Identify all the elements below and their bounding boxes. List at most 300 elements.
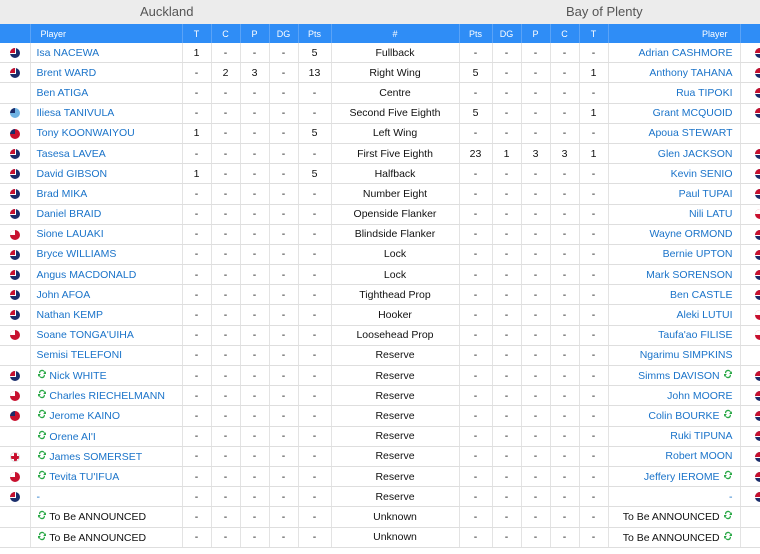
home-penalties-cell: - [240, 305, 269, 325]
home-player-cell[interactable] [30, 265, 182, 285]
home-player-name[interactable]: Tasesa LAVEA [36, 147, 106, 160]
home-penalties-cell: - [240, 386, 269, 406]
position-cell: Reserve [331, 446, 459, 466]
home-penalties-cell: - [240, 527, 269, 547]
home-player-name[interactable]: Bryce WILLIAMS [36, 248, 117, 261]
away-player-cell[interactable] [608, 244, 740, 264]
away-player-cell[interactable] [608, 386, 740, 406]
home-player-cell[interactable] [30, 204, 182, 224]
country-flag-icon [755, 431, 760, 441]
country-flag-icon [755, 48, 760, 58]
away-points-cell: - [459, 345, 492, 365]
country-flag-icon [755, 149, 760, 159]
table-row [0, 204, 760, 224]
home-points-cell: 13 [298, 63, 331, 83]
home-conversions-cell: - [211, 143, 240, 163]
home-player-name[interactable]: Tony KOONWAIYOU [36, 127, 135, 140]
home-penalties-cell: - [240, 184, 269, 204]
home-player-cell [30, 507, 182, 527]
home-player-name[interactable]: Isa NACEWA [36, 46, 100, 59]
away-penalties-cell: - [521, 345, 550, 365]
home-player-cell[interactable] [30, 143, 182, 163]
away-player-name: To Be ANNOUNCED [622, 531, 720, 544]
country-flag-icon [755, 270, 760, 280]
home-player-name[interactable]: Brad MIKA [36, 187, 88, 200]
away-penalties-cell: - [521, 204, 550, 224]
away-tries-cell: - [579, 466, 608, 486]
away-points-cell: - [459, 204, 492, 224]
home-flag-cell [0, 527, 30, 547]
home-player-cell[interactable] [30, 244, 182, 264]
home-penalties-cell: - [240, 143, 269, 163]
home-player-name[interactable]: - [36, 490, 40, 503]
away-dropgoals-cell: - [492, 366, 521, 386]
home-player-name[interactable]: Ben ATIGA [36, 86, 89, 99]
home-dropgoals-cell: - [269, 103, 298, 123]
home-points-header: Pts [298, 24, 331, 43]
away-points-cell: - [459, 325, 492, 345]
home-player-cell[interactable] [30, 224, 182, 244]
away-player-cell[interactable] [608, 224, 740, 244]
position-cell: Centre [331, 83, 459, 103]
country-flag-icon [755, 391, 760, 401]
away-player-cell[interactable] [608, 143, 740, 163]
home-flag-cell [0, 184, 30, 204]
away-player-name[interactable]: Colin BOURKE [648, 410, 720, 423]
home-points-cell: - [298, 386, 331, 406]
home-dropgoals-cell: - [269, 285, 298, 305]
home-points-cell: - [298, 224, 331, 244]
table-row [0, 83, 760, 103]
away-player-name[interactable]: Kevin SENIO [670, 167, 733, 180]
home-flag-cell [0, 43, 30, 63]
home-dropgoals-cell: - [269, 123, 298, 143]
home-penalties-cell: 3 [240, 63, 269, 83]
home-tries-header: T [182, 24, 211, 43]
table-row [0, 305, 760, 325]
away-conversions-cell: - [550, 265, 579, 285]
home-player-name[interactable]: James SOMERSET [49, 450, 143, 463]
home-dropgoals-cell: - [269, 406, 298, 426]
home-penalties-cell: - [240, 487, 269, 507]
away-player-name[interactable]: Jeffery IEROME [643, 471, 720, 484]
substitution-icon [723, 370, 733, 382]
country-flag-icon [10, 230, 20, 240]
table-row [0, 406, 760, 426]
home-player-name[interactable]: Angus MACDONALD [36, 268, 137, 281]
country-flag-icon [755, 330, 760, 340]
away-player-cell[interactable] [608, 63, 740, 83]
home-player-name[interactable]: Orene AI'I [49, 430, 96, 443]
home-points-cell: - [298, 507, 331, 527]
home-points-cell: - [298, 426, 331, 446]
away-dropgoals-cell: - [492, 164, 521, 184]
substitution-icon [37, 431, 47, 443]
away-dropgoals-cell: - [492, 244, 521, 264]
home-flag-cell [0, 325, 30, 345]
home-player-name[interactable]: Soane TONGA'UIHA [36, 329, 134, 342]
away-dropgoals-cell: - [492, 285, 521, 305]
home-player-cell[interactable] [30, 63, 182, 83]
away-player-cell[interactable] [608, 43, 740, 63]
position-header: # [331, 24, 459, 43]
away-conversions-cell: - [550, 527, 579, 547]
away-dropgoals-cell: - [492, 386, 521, 406]
away-flag-cell [740, 143, 760, 163]
position-cell: Openside Flanker [331, 204, 459, 224]
away-player-cell[interactable] [608, 184, 740, 204]
home-flag-cell [0, 265, 30, 285]
away-dropgoals-cell: - [492, 63, 521, 83]
away-tries-cell: - [579, 487, 608, 507]
home-player-name[interactable]: Jerome KAINO [49, 410, 121, 423]
away-dropgoals-header: DG [492, 24, 521, 43]
away-flag-cell [740, 103, 760, 123]
away-player-cell[interactable] [608, 123, 740, 143]
away-conversions-cell: - [550, 345, 579, 365]
away-player-name: To Be ANNOUNCED [622, 511, 720, 524]
away-flag-cell [740, 527, 760, 547]
away-player-cell[interactable] [608, 466, 740, 486]
away-player-cell[interactable] [608, 345, 740, 365]
away-penalties-cell: - [521, 406, 550, 426]
away-conversions-cell: - [550, 487, 579, 507]
home-player-name[interactable]: Iliesa TANIVULA [36, 107, 115, 120]
country-flag-icon [10, 411, 20, 421]
home-player-cell[interactable] [30, 426, 182, 446]
away-flag-cell [740, 164, 760, 184]
away-tries-cell: - [579, 224, 608, 244]
home-dropgoals-cell: - [269, 366, 298, 386]
home-player-name[interactable]: Nathan KEMP [36, 309, 104, 322]
away-tries-cell: - [579, 184, 608, 204]
home-tries-cell: - [182, 184, 211, 204]
position-cell: Lock [331, 244, 459, 264]
away-tries-cell: - [579, 386, 608, 406]
home-player-cell[interactable] [30, 285, 182, 305]
home-flag-cell [0, 224, 30, 244]
table-row [0, 466, 760, 486]
away-penalties-cell: - [521, 265, 550, 285]
away-dropgoals-cell: - [492, 325, 521, 345]
away-penalties-cell: - [521, 507, 550, 527]
away-player-name[interactable]: Aleki LUTUI [676, 309, 733, 322]
home-conversions-cell: - [211, 83, 240, 103]
country-flag-icon [755, 230, 760, 240]
away-tries-cell: - [579, 244, 608, 264]
away-player-header: Player [608, 24, 740, 43]
away-player-name[interactable]: Robert MOON [665, 450, 733, 463]
away-points-cell: - [459, 43, 492, 63]
away-player-name[interactable]: Glen JACKSON [657, 147, 733, 160]
position-cell: Reserve [331, 366, 459, 386]
home-points-cell: - [298, 244, 331, 264]
home-tries-cell: 1 [182, 164, 211, 184]
away-tries-cell: - [579, 426, 608, 446]
home-dropgoals-cell: - [269, 265, 298, 285]
home-player-cell[interactable] [30, 43, 182, 63]
away-player-name[interactable]: - [729, 490, 733, 503]
away-conversions-cell: - [550, 406, 579, 426]
away-player-cell[interactable] [608, 204, 740, 224]
country-flag-icon [755, 492, 760, 502]
away-dropgoals-cell: - [492, 103, 521, 123]
country-flag-icon [755, 452, 760, 462]
position-cell: Halfback [331, 164, 459, 184]
home-player-cell[interactable] [30, 406, 182, 426]
home-player-cell[interactable] [30, 487, 182, 507]
away-penalties-header: P [521, 24, 550, 43]
away-flag-cell [740, 446, 760, 466]
away-points-cell: - [459, 164, 492, 184]
country-flag-icon [755, 108, 760, 118]
away-penalties-cell: - [521, 527, 550, 547]
away-flag-cell [740, 466, 760, 486]
away-penalties-cell: - [521, 123, 550, 143]
away-player-name[interactable]: Bernie UPTON [662, 248, 733, 261]
away-player-name[interactable]: John MOORE [667, 389, 733, 402]
home-flag-cell [0, 204, 30, 224]
away-player-cell[interactable] [608, 164, 740, 184]
away-flag-cell [740, 507, 760, 527]
away-player-cell[interactable] [608, 305, 740, 325]
home-flag-cell [0, 406, 30, 426]
away-tries-cell: 1 [579, 143, 608, 163]
away-points-cell: - [459, 366, 492, 386]
home-conversions-cell: - [211, 43, 240, 63]
away-dropgoals-cell: - [492, 123, 521, 143]
away-player-cell[interactable] [608, 285, 740, 305]
home-points-cell: - [298, 184, 331, 204]
home-player-name[interactable]: Tevita TU'IFUA [49, 471, 120, 484]
away-player-name[interactable]: Ben CASTLE [670, 288, 733, 301]
away-player-cell[interactable] [608, 487, 740, 507]
home-flag-cell [0, 164, 30, 184]
substitution-icon [37, 410, 47, 422]
country-flag-icon [10, 391, 20, 401]
substitution-icon [37, 451, 47, 463]
home-player-cell[interactable] [30, 103, 182, 123]
away-player-cell[interactable] [608, 265, 740, 285]
home-player-name[interactable]: Charles RIECHELMANN [49, 390, 165, 403]
away-tries-cell: - [579, 507, 608, 527]
home-tries-cell: - [182, 345, 211, 365]
away-tries-cell: - [579, 285, 608, 305]
country-flag-icon [755, 310, 760, 320]
home-tries-cell: - [182, 305, 211, 325]
country-flag-icon [10, 169, 20, 179]
country-flag-icon [10, 310, 20, 320]
away-flag-header [740, 24, 760, 43]
away-conversions-cell: - [550, 426, 579, 446]
substitution-icon [37, 532, 47, 544]
substitution-icon [37, 390, 47, 402]
away-flag-cell [740, 285, 760, 305]
home-player-name[interactable]: Semisi TELEFONI [36, 349, 123, 362]
away-points-cell: - [459, 184, 492, 204]
away-player-cell[interactable] [608, 366, 740, 386]
away-flag-cell [740, 305, 760, 325]
home-tries-cell: - [182, 426, 211, 446]
table-row [0, 63, 760, 83]
away-conversions-cell: - [550, 325, 579, 345]
away-tries-cell: - [579, 265, 608, 285]
home-team-name: Auckland [140, 4, 194, 19]
home-flag-cell [0, 366, 30, 386]
away-points-cell: - [459, 224, 492, 244]
home-conversions-cell: - [211, 184, 240, 204]
home-penalties-cell: - [240, 123, 269, 143]
home-penalties-cell: - [240, 466, 269, 486]
away-tries-cell: - [579, 527, 608, 547]
away-points-cell: 5 [459, 103, 492, 123]
away-flag-cell [740, 406, 760, 426]
away-points-cell: 5 [459, 63, 492, 83]
home-conversions-cell: - [211, 265, 240, 285]
home-tries-cell: - [182, 204, 211, 224]
away-penalties-cell: - [521, 325, 550, 345]
home-player-cell[interactable] [30, 345, 182, 365]
away-points-cell: - [459, 386, 492, 406]
home-penalties-cell: - [240, 164, 269, 184]
away-player-cell[interactable] [608, 446, 740, 466]
away-player-cell[interactable] [608, 325, 740, 345]
home-dropgoals-cell: - [269, 143, 298, 163]
away-tries-cell: - [579, 446, 608, 466]
home-player-cell[interactable] [30, 123, 182, 143]
home-dropgoals-cell: - [269, 386, 298, 406]
away-player-name[interactable]: Taufa'ao FILISE [658, 329, 733, 342]
home-points-cell: - [298, 487, 331, 507]
home-flag-cell [0, 123, 30, 143]
away-player-cell[interactable] [608, 426, 740, 446]
away-player-cell[interactable] [608, 103, 740, 123]
home-tries-cell: - [182, 224, 211, 244]
table-row [0, 164, 760, 184]
substitution-icon [723, 511, 733, 523]
home-player-cell[interactable] [30, 325, 182, 345]
home-conversions-cell: - [211, 285, 240, 305]
home-player-cell[interactable] [30, 305, 182, 325]
home-penalties-cell: - [240, 366, 269, 386]
home-dropgoals-cell: - [269, 244, 298, 264]
away-penalties-cell: - [521, 466, 550, 486]
away-player-name[interactable]: Mark SORENSON [646, 268, 733, 281]
away-player-name[interactable]: Apoua STEWART [648, 127, 733, 140]
position-cell: Reserve [331, 406, 459, 426]
home-player-cell[interactable] [30, 446, 182, 466]
away-player-name[interactable]: Ngarimu SIMPKINS [639, 349, 733, 362]
home-tries-cell: - [182, 325, 211, 345]
away-conversions-cell: - [550, 123, 579, 143]
away-player-name[interactable]: Nili LATU [688, 208, 733, 221]
away-dropgoals-cell: - [492, 466, 521, 486]
home-points-cell: 5 [298, 123, 331, 143]
away-penalties-cell: - [521, 366, 550, 386]
away-player-cell[interactable] [608, 83, 740, 103]
away-dropgoals-cell: - [492, 265, 521, 285]
home-player-name[interactable]: Nick WHITE [49, 370, 107, 383]
position-cell: Fullback [331, 43, 459, 63]
home-player-cell[interactable] [30, 164, 182, 184]
home-dropgoals-cell: - [269, 184, 298, 204]
country-flag-icon [10, 330, 20, 340]
away-flag-cell [740, 184, 760, 204]
home-tries-cell: - [182, 446, 211, 466]
away-player-name[interactable]: Simms DAVISON [638, 370, 720, 383]
home-flag-cell [0, 446, 30, 466]
home-player-name[interactable]: David GIBSON [36, 167, 108, 180]
home-conversions-cell: - [211, 164, 240, 184]
table-row [0, 143, 760, 163]
away-flag-cell [740, 83, 760, 103]
substitution-icon [37, 370, 47, 382]
country-flag-icon [10, 108, 20, 118]
home-player-name[interactable]: Sione LAUAKI [36, 228, 104, 241]
home-player-name[interactable]: Daniel BRAID [36, 208, 102, 221]
away-tries-cell: - [579, 164, 608, 184]
home-player-cell[interactable] [30, 386, 182, 406]
home-tries-cell: - [182, 507, 211, 527]
away-flag-cell [740, 123, 760, 143]
home-tries-cell: - [182, 487, 211, 507]
table-row [0, 426, 760, 446]
home-player-cell[interactable] [30, 83, 182, 103]
away-player-name[interactable]: Wayne ORMOND [649, 228, 733, 241]
country-flag-icon [10, 129, 20, 139]
away-player-name[interactable]: Grant MCQUOID [652, 107, 733, 120]
country-flag-icon [755, 189, 760, 199]
away-flag-cell [740, 265, 760, 285]
away-conversions-cell: - [550, 244, 579, 264]
home-player-cell[interactable] [30, 466, 182, 486]
away-penalties-cell: - [521, 164, 550, 184]
away-player-name[interactable]: Paul TUPAI [678, 187, 733, 200]
home-flag-header [0, 24, 30, 43]
home-points-cell: - [298, 265, 331, 285]
away-player-name[interactable]: Anthony TAHANA [649, 66, 733, 79]
away-dropgoals-cell: - [492, 487, 521, 507]
away-penalties-cell: 3 [521, 143, 550, 163]
away-player-name[interactable]: Rua TIPOKI [676, 86, 733, 99]
away-flag-cell [740, 63, 760, 83]
home-player-name[interactable]: John AFOA [36, 288, 91, 301]
country-flag-icon [10, 209, 20, 219]
away-conversions-cell: - [550, 63, 579, 83]
away-player-name[interactable]: Adrian CASHMORE [638, 46, 733, 59]
away-player-cell[interactable] [608, 406, 740, 426]
away-penalties-cell: - [521, 63, 550, 83]
away-tries-header: T [579, 24, 608, 43]
away-player-name[interactable]: Ruki TIPUNA [670, 430, 733, 443]
substitution-icon [723, 410, 733, 422]
away-tries-cell: - [579, 123, 608, 143]
away-conversions-cell: - [550, 43, 579, 63]
home-player-cell[interactable] [30, 366, 182, 386]
table-row [0, 123, 760, 143]
away-player-cell [608, 507, 740, 527]
home-points-cell: - [298, 406, 331, 426]
table-header-row [0, 24, 760, 43]
home-player-name[interactable]: Brent WARD [36, 66, 97, 79]
away-penalties-cell: - [521, 103, 550, 123]
home-points-cell: - [298, 143, 331, 163]
away-conversions-cell: - [550, 164, 579, 184]
away-dropgoals-cell: - [492, 184, 521, 204]
home-player-cell[interactable] [30, 184, 182, 204]
away-conversions-cell: 3 [550, 143, 579, 163]
away-points-cell: - [459, 305, 492, 325]
